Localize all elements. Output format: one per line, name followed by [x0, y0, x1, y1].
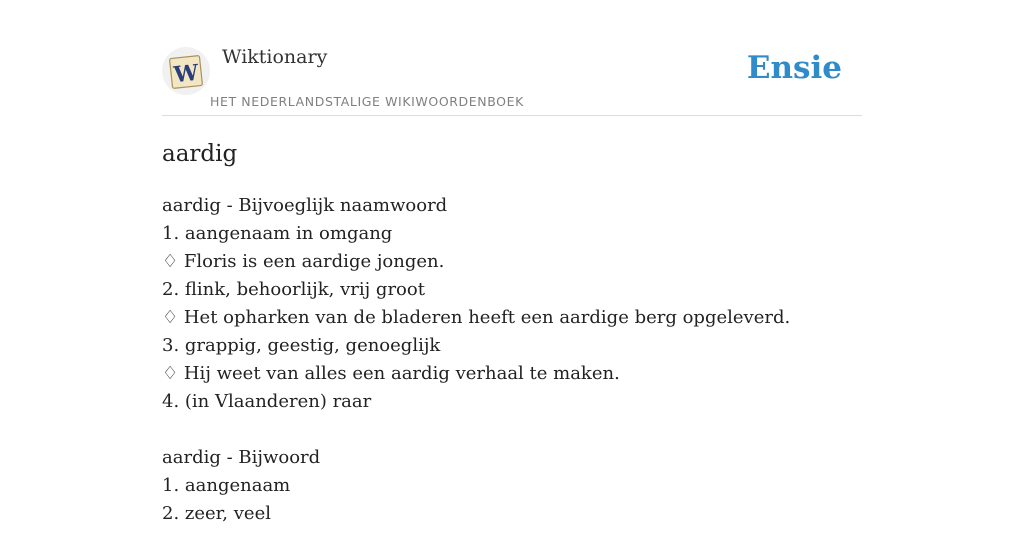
ensie-brand-link[interactable]: Ensie — [746, 50, 842, 86]
definition-line: ♢ Floris is een aardige jongen. — [162, 251, 445, 272]
site-subtitle: HET NEDERLANDSTALIGE WIKIWOORDENBOEK — [210, 94, 524, 109]
wiktionary-logo[interactable] — [162, 47, 210, 95]
definition-entry — [162, 444, 862, 528]
entry-heading: aardig - Bijwoord — [162, 447, 321, 468]
definition-line: ♢ Hij weet van alles een aardig verhaal te maken. — [162, 363, 620, 384]
definition-entry — [162, 192, 862, 416]
logo-letter: W — [172, 59, 200, 89]
definition-list — [162, 192, 862, 528]
definition-line: 2. zeer, veel — [162, 503, 271, 524]
main-content — [162, 137, 862, 556]
site-name[interactable]: Wiktionary — [222, 46, 328, 68]
definition-line: 2. flink, behoorlijk, vrij groot — [162, 279, 425, 300]
entry-heading: aardig - Bijvoeglijk naamwoord — [162, 195, 448, 216]
definition-line: 4. (in Vlaanderen) raar — [162, 391, 372, 412]
site-header — [162, 40, 862, 116]
definition-line: 1. aangenaam — [162, 475, 291, 496]
definition-line: 3. grappig, geestig, genoeglijk — [162, 335, 441, 356]
definition-line: ♢ Het opharken van de bladeren heeft een aardige berg opgeleverd. — [162, 307, 791, 328]
page-title: aardig — [162, 141, 238, 167]
wiktionary-tile-icon — [167, 53, 205, 91]
definition-line: 1. aangenaam in omgang — [162, 223, 393, 244]
